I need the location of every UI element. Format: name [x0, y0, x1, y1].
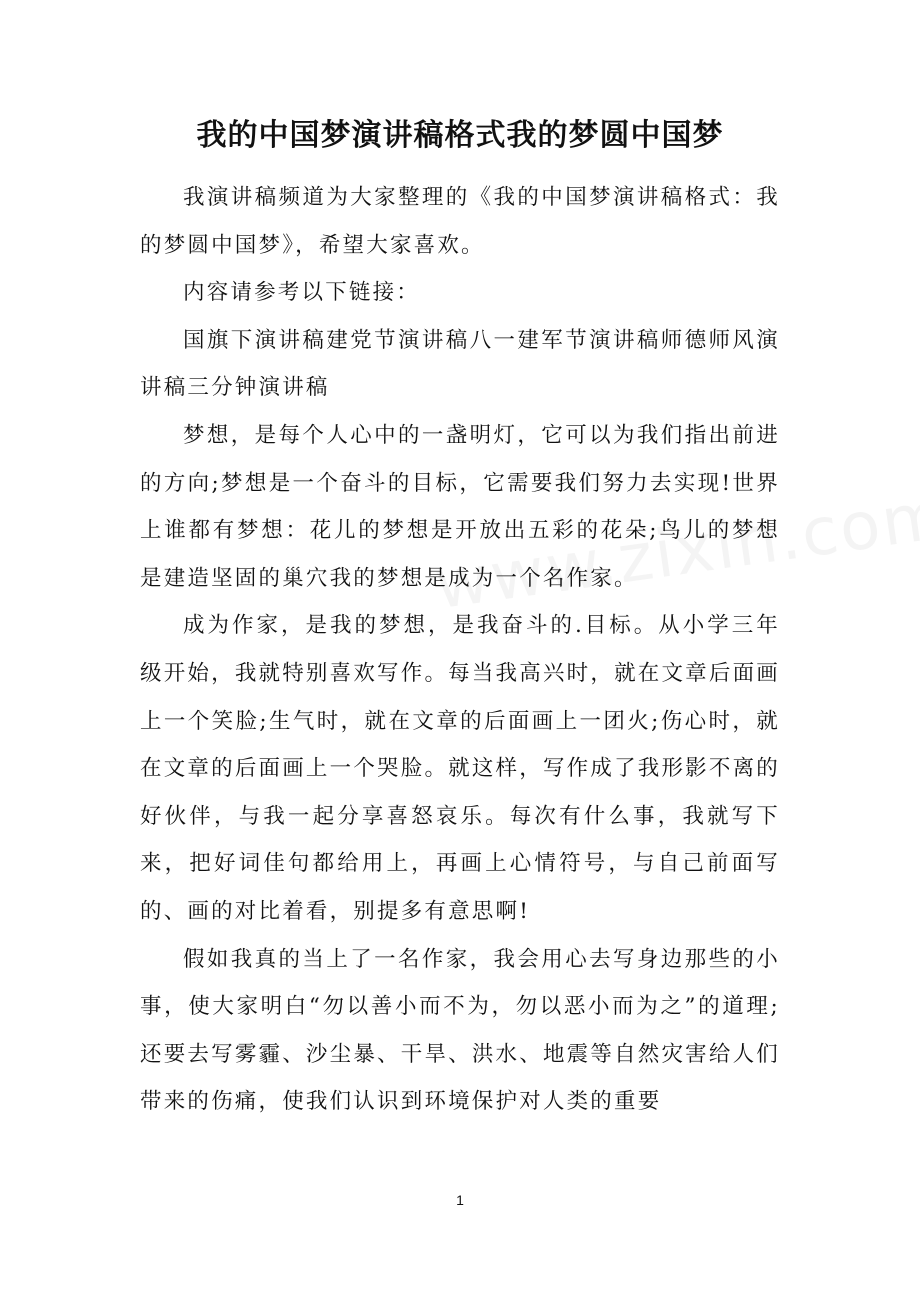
document-body	[140, 174, 780, 1126]
paragraph-writer: 成为作家，是我的梦想，是我奋斗的.目标。从小学三年级开始，我就特别喜欢写作。每当我高兴时，就在文章后面画上一个笑脸;生气时，就在文章的后面画上一团火;伤心时，就在文章的后面画上一个哭脸。就这样，写作成了我形影不离的好伙伴，与我一起分享喜怒哀乐。每次有什么事，我就写下来，把好词佳句都给用上，再画上心情符号，与自己前面写的、画的对比着看，别提多有意思啊!	[140, 613, 780, 924]
paragraph-if-writer: 假如我真的当上了一名作家，我会用心去写身边那些的小事，使大家明白“勿以善小而不为，勿以恶小而为之”的道理;还要去写雾霾、沙尘暴、干旱、洪水、地震等自然灾害给人们带来的伤痛，使我们认识到环境保护对人类的重要	[140, 946, 780, 1115]
paragraph-intro: 我演讲稿频道为大家整理的《我的中国梦演讲稿格式：我的梦圆中国梦》，希望大家喜欢。	[140, 185, 780, 258]
paragraph-dream: 梦想，是每个人心中的一盏明灯，它可以为我们指出前进的方向;梦想是一个奋斗的目标，它需要我们努力去实现!世界上谁都有梦想：花儿的梦想是开放出五彩的花朵;鸟儿的梦想是建造坚固的巢穴我的梦想是成为一个名作家。	[140, 422, 780, 591]
document-title: 我的中国梦演讲稿格式我的梦圆中国梦	[196, 118, 724, 153]
page-number: 1	[456, 1192, 464, 1208]
paragraph-links: 国旗下演讲稿建党节演讲稿八一建军节演讲稿师德师风演讲稿三分钟演讲稿	[140, 327, 780, 401]
paragraph-reference: 内容请参考以下链接：	[183, 280, 421, 306]
